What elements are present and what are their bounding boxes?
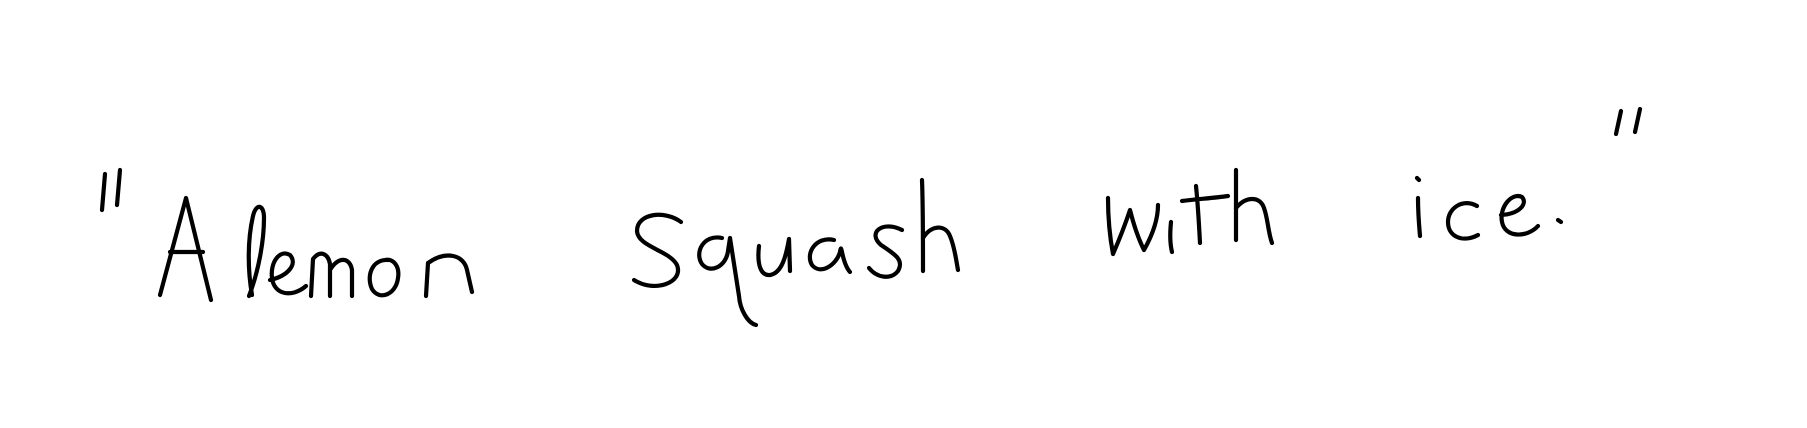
word-squash — [634, 180, 958, 325]
opening-quote — [102, 170, 120, 210]
word-lemon — [249, 207, 472, 296]
closing-quote — [1616, 109, 1640, 134]
word-with — [1108, 170, 1272, 254]
word-A — [160, 198, 211, 300]
word-ice — [1417, 178, 1561, 239]
